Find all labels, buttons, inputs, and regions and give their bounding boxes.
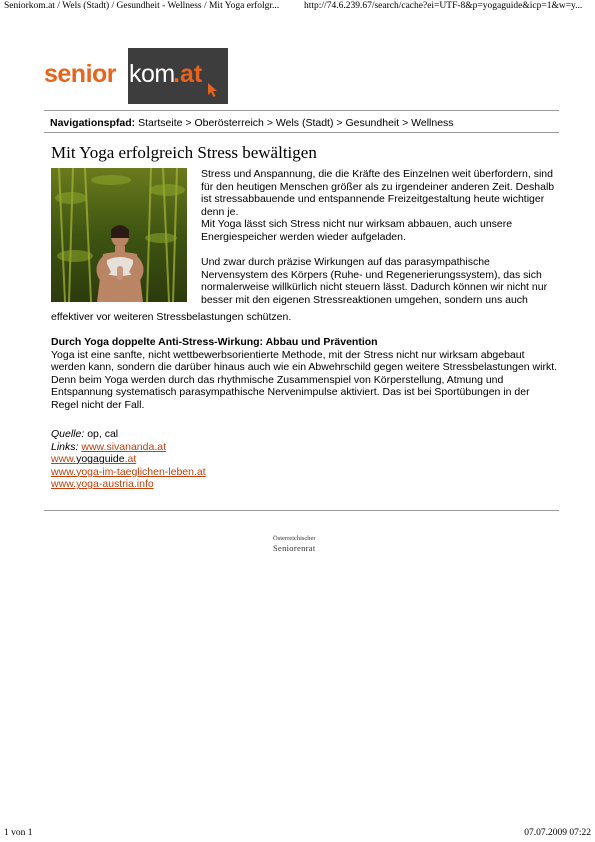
article-references	[51, 428, 559, 491]
logo-text-at: .at	[173, 60, 203, 88]
breadcrumb-separator: >	[336, 117, 343, 129]
links-line-austria	[51, 478, 559, 491]
section-body: Yoga ist eine sanfte, nicht wettbewerbsorientierte Methode, mit der Stress nicht nur wirksam abgebaut werden kann, sondern die darüber hinaus auch wie ein Abwehrschild gegen weitere Stressbelastungen wirkt. Denn beim Yoga werden durch das rhythmische Zusammenspiel von Körperstellung, Atmung und Entspannung systematisch parasympathische Nervenimpulse aktiviert. Das ist bei Sportübungen in der Regel nicht der Fall.	[51, 348, 558, 411]
section-heading: Durch Yoga doppelte Anti-Stress-Wirkung: Abbau und Prävention	[51, 336, 378, 348]
print-header	[0, 0, 595, 14]
print-header-title: Seniorkom.at / Wels (Stadt) / Gesundheit - Wellness / Mit Yoga erfolgr...	[4, 1, 280, 11]
seniorenrat-logo-line2: Seniorenrat	[273, 543, 316, 553]
links-line-yogaguide	[51, 453, 559, 466]
article-intro	[201, 168, 559, 307]
article-photo-yoga	[51, 168, 187, 302]
breadcrumb-item-wels[interactable]: Wels (Stadt)	[275, 117, 334, 129]
source-label: Quelle:	[51, 428, 85, 440]
link-yogaguide-suffix: .at	[124, 453, 137, 466]
cursor-arrow-icon	[207, 82, 219, 98]
intro-paragraph-3: Und zwar durch präzise Wirkungen auf das parasympathische Nervensystem des Körpers (Ruhe- und Regenerierungssystem), das sich normalerweise willkürlich nicht steuern lässt. Dadurch können wir nicht nur besser mit den eigenen Stressreaktionen umgehen, sondern uns auch	[201, 256, 548, 306]
divider-bottom	[44, 510, 559, 511]
logo-text-senior: senior	[44, 60, 117, 88]
print-header-url: http://74.6.239.67/search/cache?ei=UTF-8&p=yogaguide&icp=1&w=y...	[304, 1, 583, 11]
breadcrumb-label: Navigationspfad:	[50, 117, 136, 129]
intro-paragraph-1: Stress und Anspannung, die die Kräfte des Einzelnen weit überfordern, sind für den heutigen Menschen größer als zu irgendeiner anderen Zeit. Deshalb ist stressabbauende und entspannende Freizeitgestaltung heute wichtiger denn je.	[201, 168, 555, 218]
link-yogaguide-highlight: yogaguide	[76, 453, 125, 466]
breadcrumb-item-startseite[interactable]: Startseite	[138, 117, 183, 129]
breadcrumb-item-gesundheit[interactable]: Gesundheit	[345, 117, 400, 129]
print-footer-pages: 1 von 1	[4, 828, 33, 838]
article-title: Mit Yoga erfolgreich Stress bewältigen	[51, 143, 317, 162]
link-yoga-austria[interactable]: www.yoga-austria.info	[51, 478, 154, 491]
intro-paragraph-2: Mit Yoga lässt sich Stress nicht nur wirksam abbauen, auch unsere Energiespeicher werden wieder aufgeladen.	[201, 218, 513, 243]
links-line	[51, 441, 559, 454]
logo-text-kom: kom	[129, 60, 175, 88]
source-value: op, cal	[87, 428, 119, 440]
link-sivananda[interactable]: www.sivananda.at	[81, 440, 166, 453]
link-yogaguide[interactable]	[51, 453, 136, 465]
breadcrumb-item-wellness[interactable]: Wellness	[411, 117, 454, 129]
links-label: Links:	[51, 440, 79, 453]
print-footer	[0, 828, 595, 842]
link-yoga-im-taeglichen-leben[interactable]: www.yoga-im-taeglichen-leben.at	[51, 465, 206, 478]
breadcrumb-item-oberoesterreich[interactable]: Oberösterreich	[194, 117, 264, 129]
seniorenrat-logo	[273, 535, 353, 553]
breadcrumb	[50, 116, 559, 132]
divider-top	[44, 110, 559, 111]
source-line	[51, 428, 559, 441]
links-line-taeglich	[51, 466, 559, 479]
link-yogaguide-prefix: www.	[51, 453, 77, 466]
article-section	[51, 336, 559, 412]
breadcrumb-separator: >	[402, 117, 409, 129]
seniorenrat-logo-line1: Österreichischer	[273, 535, 316, 542]
print-footer-datetime: 07.07.2009 07:22	[524, 828, 591, 838]
divider-nav	[44, 132, 559, 133]
breadcrumb-separator: >	[185, 117, 192, 129]
breadcrumb-separator: >	[266, 117, 273, 129]
intro-paragraph-3-tail: effektiver vor weiteren Stressbelastungen schützen.	[51, 311, 292, 323]
